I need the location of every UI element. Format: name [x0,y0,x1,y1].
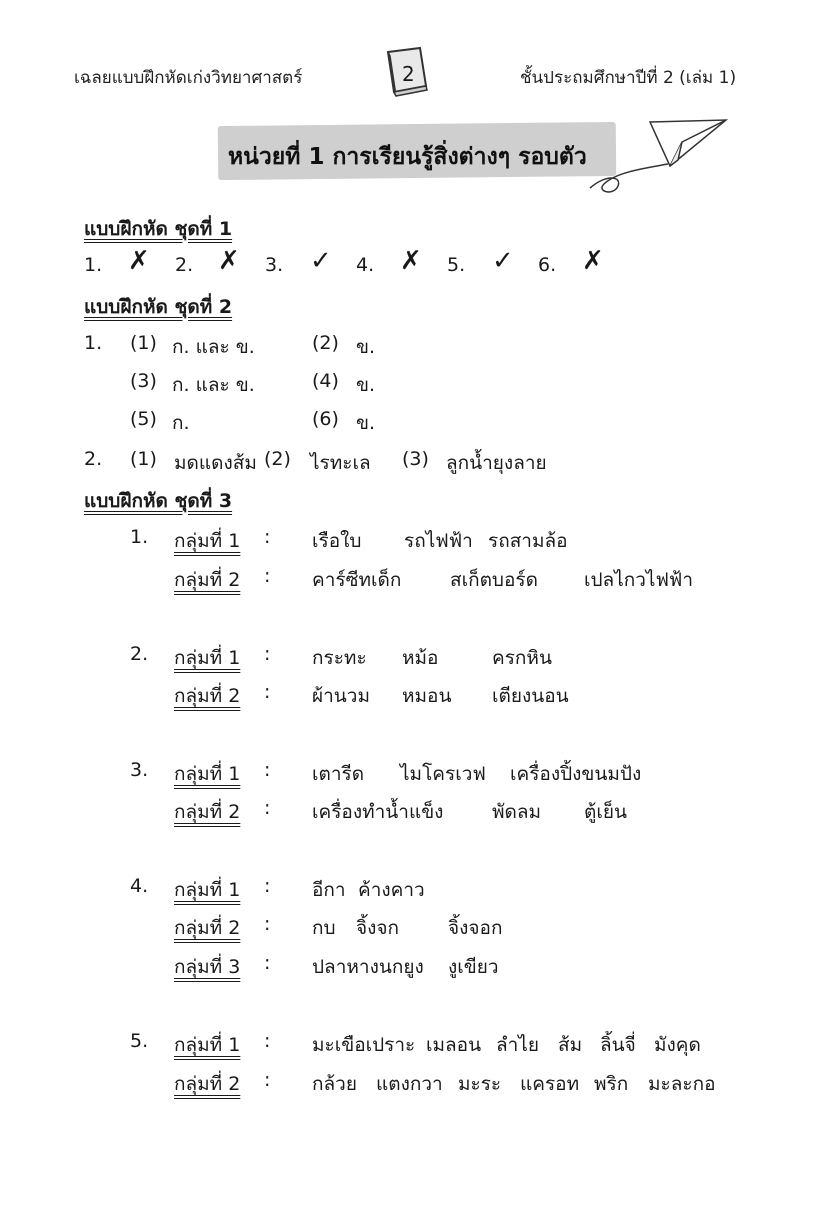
cross-mark-icon: ✗ [128,246,150,276]
unit-title: หน่วยที่ 1 การเรียนรู้สิ่งต่างๆ รอบตัว [228,144,587,170]
group-item: มะระ [458,1073,502,1095]
sub-item-number: (4) [312,370,339,392]
group-item: กบ [312,917,336,939]
group-label: กลุ่มที่ 1 [174,647,241,669]
group-item: หม้อ [402,647,439,669]
question-number: 1. [84,332,103,354]
group-label: กลุ่มที่ 2 [174,801,241,823]
group-item: คาร์ซีทเด็ก [312,569,402,591]
colon: : [264,1030,271,1052]
set1-title: แบบฝึกหัด ชุดที่ 1 [84,218,233,240]
group-item: ผ้านวม [312,685,370,707]
group-item: ลำไย [496,1034,540,1056]
question-number: 1. [130,526,149,548]
group-item: แครอท [520,1073,580,1095]
colon: : [264,759,271,781]
group-label: กลุ่มที่ 1 [174,763,241,785]
answer-text: มดแดงส้ม [174,452,257,474]
question-number: 2. [130,643,149,665]
group-label: กลุ่มที่ 2 [174,569,241,591]
group-item: เมลอน [426,1034,482,1056]
group-item: เครื่องทำน้ำแข็ง [312,801,444,823]
sub-item-number: (2) [264,448,291,470]
colon: : [264,526,271,548]
group-label: กลุ่มที่ 1 [174,879,241,901]
set1-item-number: 4. [356,254,375,276]
sub-item-number: (6) [312,408,339,430]
group-item: รถสามล้อ [488,530,568,552]
answer-text: ก. [172,412,190,434]
colon: : [264,1069,271,1091]
answer-text: ข. [356,374,376,396]
group-item: หมอน [402,685,452,707]
paper-plane-icon [586,112,736,200]
group-item: เตารีด [312,763,365,785]
group-item: มังคุด [654,1034,701,1056]
cross-mark-icon: ✗ [400,246,422,276]
colon: : [264,797,271,819]
set1-item-number: 1. [84,254,103,276]
group-item: กระทะ [312,647,367,669]
answer-text: ก. และ ข. [172,336,255,358]
set1-item-number: 2. [175,254,194,276]
header-right-grade: ชั้นประถมศึกษาปีที่ 2 (เล่ม 1) [520,68,737,88]
group-label: กลุ่มที่ 2 [174,685,241,707]
group-item: อีกา [312,879,346,901]
header-left-title: เฉลยแบบฝึกหัดเก่งวิทยาศาสตร์ [74,68,303,88]
group-item: จิ้งจก [356,917,400,939]
colon: : [264,681,271,703]
group-item: รถไฟฟ้า [404,530,473,552]
question-number: 2. [84,448,103,470]
page-number: 2 [402,62,415,86]
set1-item-number: 6. [538,254,557,276]
colon: : [264,913,271,935]
question-number: 4. [130,875,149,897]
question-number: 3. [130,759,149,781]
group-item: เตียงนอน [492,685,569,707]
answer-text: ข. [356,336,376,358]
sub-item-number: (1) [130,332,157,354]
question-number: 5. [130,1030,149,1052]
colon: : [264,643,271,665]
sub-item-number: (5) [130,408,157,430]
group-item: เปลไกวไฟฟ้า [584,569,694,591]
cross-mark-icon: ✗ [582,246,604,276]
colon: : [264,952,271,974]
group-item: แตงกวา [376,1073,443,1095]
set1-item-number: 5. [447,254,466,276]
group-item: ค้างคาว [358,879,425,901]
group-item: สเก็ตบอร์ด [450,569,538,591]
check-mark-icon: ✓ [310,246,332,276]
sub-item-number: (3) [402,448,429,470]
group-item: ตู้เย็น [584,801,627,823]
group-label: กลุ่มที่ 3 [174,956,241,978]
group-item: ครกหิน [492,647,552,669]
group-item: จิ้งจอก [448,917,503,939]
cross-mark-icon: ✗ [218,246,240,276]
answer-text: ไรทะเล [310,452,371,474]
group-label: กลุ่มที่ 2 [174,917,241,939]
colon: : [264,565,271,587]
group-item: ไมโครเวฟ [400,763,486,785]
group-item: พัดลม [492,801,542,823]
set3-title: แบบฝึกหัด ชุดที่ 3 [84,490,233,512]
answer-text: ข. [356,412,376,434]
group-label: กลุ่มที่ 1 [174,1034,241,1056]
colon: : [264,875,271,897]
group-item: มะละกอ [648,1073,716,1095]
group-item: ลิ้นจี่ [600,1034,636,1056]
group-item: งูเขียว [448,956,499,978]
answer-text: ก. และ ข. [172,374,255,396]
answer-text: ลูกน้ำยุงลาย [446,452,547,474]
group-item: กล้วย [312,1073,357,1095]
group-item: พริก [594,1073,629,1095]
set1-item-number: 3. [265,254,284,276]
sub-item-number: (2) [312,332,339,354]
group-label: กลุ่มที่ 1 [174,530,241,552]
sub-item-number: (3) [130,370,157,392]
set2-title: แบบฝึกหัด ชุดที่ 2 [84,296,233,318]
group-item: ส้ม [558,1034,583,1056]
group-item: ปลาหางนกยูง [312,956,424,978]
sub-item-number: (1) [130,448,157,470]
check-mark-icon: ✓ [492,246,514,276]
group-item: เครื่องปิ้งขนมปัง [510,763,642,785]
group-item: มะเขือเปราะ [312,1034,416,1056]
group-label: กลุ่มที่ 2 [174,1073,241,1095]
group-item: เรือใบ [312,530,362,552]
